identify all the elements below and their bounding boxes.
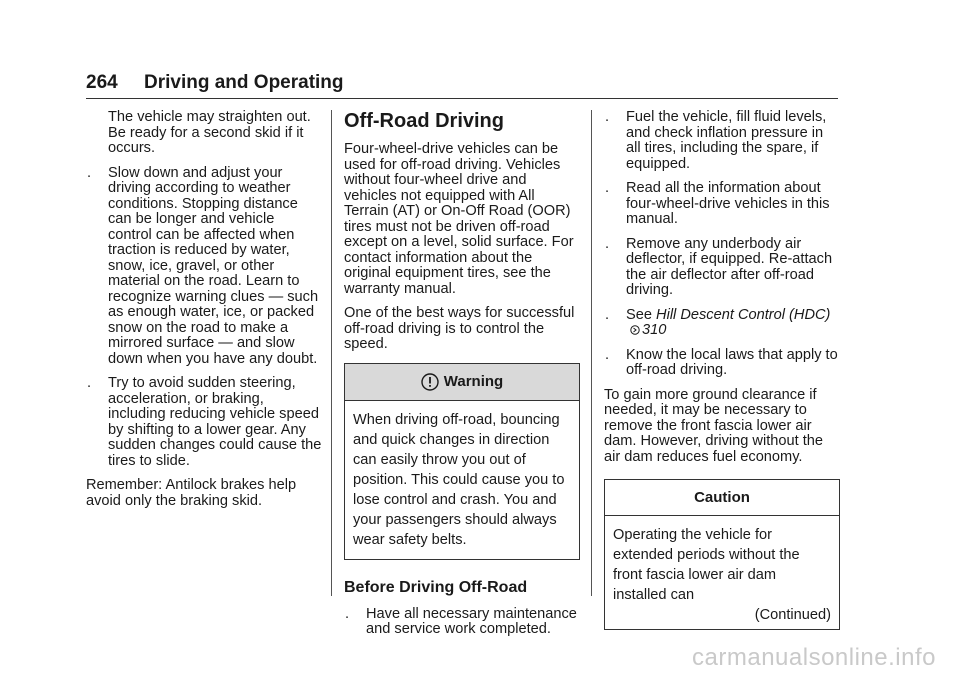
hdc-reference-link[interactable]: Hill Descent Control (HDC): [656, 306, 831, 323]
bullet-mark: .: [87, 375, 92, 391]
bullet-mark: .: [605, 306, 610, 323]
warning-box: [344, 363, 580, 560]
warning-triangle-icon: [421, 373, 439, 391]
bullet-text: Remove any underbody air deflector, if equipped. Re-attach the air deflector after off-road driving.: [626, 235, 833, 298]
page-number: 264: [86, 72, 118, 93]
speed-control-text: One of the best ways for successful off-road driving is to control the speed.: [344, 305, 575, 352]
bullet-text: Fuel the vehicle, fill fluid levels, and check inflation pressure in all tires, including the spare, if equipped.: [626, 109, 827, 172]
column-3: [604, 110, 840, 630]
warning-title: Warning: [443, 372, 504, 390]
bullet-mark: .: [605, 235, 610, 252]
bullet-mark: .: [605, 346, 610, 363]
bullet-mark: .: [605, 180, 610, 196]
column-divider-1: [331, 110, 332, 596]
watermark: carmanualsonline.info: [692, 644, 936, 671]
column-1: [86, 110, 322, 518]
bullet-text: Know the local laws that apply to off-road driving.: [626, 346, 838, 378]
bullet-text: Slow down and adjust your driving according to weather conditions. Stopping distance can be longer and vehicle control can be affected when traction is reduced by water, snow, ice, gravel, or other material on the road. Learn to recognize warning clues — such as enough water, ice, or packed snow on the road to make a mirrored surface — and slow down when you have any doubt.: [108, 164, 319, 367]
caution-title: Caution: [605, 480, 839, 516]
bullet-mark: .: [345, 605, 350, 622]
continued-label: (Continued): [754, 607, 831, 623]
bullet-mark: .: [87, 164, 92, 181]
caution-text: Operating the vehicle for extended periods without the front fascia lower air dam installed can: [613, 527, 800, 603]
page-header: [86, 68, 838, 98]
bullet-text: Read all the information about four-wheel-drive vehicles in this manual.: [626, 180, 830, 227]
hdc-page-ref[interactable]: 310: [642, 322, 667, 338]
remember-note: Remember: Antilock brakes help avoid only the braking skid.: [86, 477, 297, 509]
column-2: [344, 110, 580, 647]
off-road-heading: Off-Road Driving: [344, 110, 504, 132]
bullet-mark: .: [605, 109, 610, 125]
before-driving-heading: Before Driving Off-Road: [344, 578, 528, 596]
list-item: [604, 237, 840, 299]
list-item: [86, 166, 322, 368]
header-rule: [86, 98, 838, 99]
bullet-text: Try to avoid sudden steering, acceleration, or braking, including reducing vehicle speed by shifting to a lower gear. Any sudden changes could cause the tires to slide.: [108, 375, 322, 469]
page-ref-arrow-icon: [630, 324, 640, 336]
caution-body: [605, 516, 839, 629]
column-divider-2: [591, 110, 592, 596]
list-item: [86, 376, 322, 469]
warning-text: When driving off-road, bouncing and quick changes in direction can easily throw you out of position. This could cause you to lose control and crash. You and your passengers should always wear safety belts.: [353, 411, 565, 548]
off-road-intro: Four-wheel-drive vehicles can be used for off-road driving. Vehicles without four-wheel drive and vehicles not equipped with All Terrain (AT) or On-Off Road (OOR) tires must not be driven off-road except on a level, solid surface. For contact information about the original equipment tires, see the warranty manual.: [344, 141, 574, 297]
caution-box: [604, 479, 840, 630]
list-item: [604, 181, 840, 228]
list-item: [604, 110, 840, 172]
list-item: [604, 308, 840, 339]
list-item: [604, 348, 840, 379]
list-item: [344, 607, 580, 638]
bullet-prefix: See: [626, 306, 657, 323]
skid-continuation-text: The vehicle may straighten out. Be ready for a second skid if it occurs.: [108, 109, 311, 156]
section-title: Driving and Operating: [144, 72, 344, 93]
warning-header: [345, 364, 579, 401]
ground-clearance-text: To gain more ground clearance if needed, it may be necessary to remove the front fascia lower air dam. However, driving without the air dam reduces fuel economy.: [604, 386, 824, 465]
bullet-text: Have all necessary maintenance and service work completed.: [366, 605, 577, 637]
